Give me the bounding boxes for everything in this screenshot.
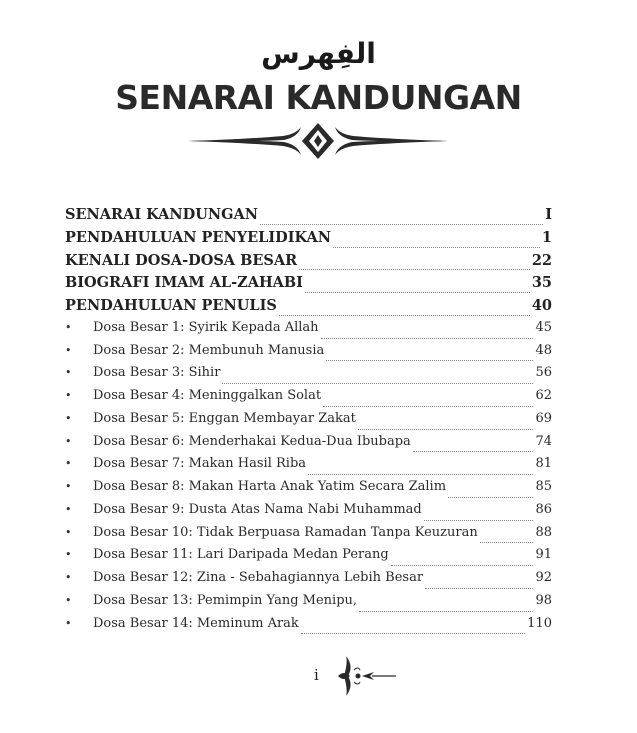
leader-dots [333, 246, 540, 248]
toc-sub-entry [65, 547, 552, 570]
toc-entry-title: PENDAHULUAN PENYELIDIKAN [65, 228, 331, 246]
leader-dots [321, 337, 534, 339]
leader-dots [279, 314, 530, 316]
leader-dots [305, 291, 530, 293]
bullet: • [65, 548, 72, 562]
arabic-title: الفِهرس [261, 37, 376, 70]
toc-entry-title: Dosa Besar 7: Makan Hasil Riba [93, 456, 307, 472]
toc-entry-page: 35 [531, 274, 552, 292]
toc-entry-title: Dosa Besar 5: Enggan Membayar Zakat [93, 410, 356, 426]
toc-entry-page: 69 [535, 410, 552, 426]
toc-entry-title: Dosa Besar 6: Menderhakai Kedua-Dua Ibubapa [93, 433, 411, 449]
toc-sub-entry [65, 570, 552, 593]
toc-entry-page: 86 [535, 501, 552, 517]
toc-entry-title: BIOGRAFI IMAM AL-ZAHABI [65, 274, 303, 292]
leader-dots [358, 428, 534, 430]
toc-entry-title: SENARAI KANDUNGAN [65, 206, 259, 223]
leader-dots [391, 564, 534, 566]
toc-entry-page: 45 [535, 319, 552, 335]
toc-entry-title: Dosa Besar 14: Meminum Arak [93, 615, 299, 631]
toc-main-entry [65, 274, 552, 297]
table-of-contents [65, 206, 552, 638]
leader-dots [308, 473, 533, 475]
bullet: • [65, 320, 72, 334]
toc-sub-entry [65, 343, 552, 366]
ornament-flourish-icon [334, 656, 396, 696]
toc-entry-title: Dosa Besar 4: Meninggalkan Solat [93, 388, 322, 404]
bullet: • [65, 411, 72, 425]
toc-sub-entry [65, 525, 552, 548]
ornament-divider-icon [188, 121, 448, 161]
toc-entry-page: 98 [535, 592, 552, 608]
toc-entry-page: 62 [535, 388, 552, 404]
toc-entry-title: KENALI DOSA-DOSA BESAR [65, 251, 298, 269]
toc-entry-title: Dosa Besar 13: Pemimpin Yang Menipu, [93, 592, 358, 608]
leader-dots [323, 405, 533, 407]
toc-entry-title: PENDAHULUAN PENULIS [65, 297, 277, 315]
page-footer [0, 654, 637, 698]
toc-main-entry [65, 229, 552, 252]
toc-entry-title: Dosa Besar 8: Makan Harta Anak Yatim Secara Zalim [93, 479, 447, 495]
toc-entry-page: 74 [535, 433, 552, 449]
toc-entry-page: 56 [535, 365, 552, 381]
toc-entry-page: 92 [535, 570, 552, 586]
toc-entry-page: 88 [535, 524, 552, 540]
toc-entry-page: 81 [535, 456, 552, 472]
toc-entry-page: 1 [541, 228, 552, 246]
bullet: • [65, 457, 72, 471]
toc-entry-title: Dosa Besar 12: Zina - Sebahagiannya Lebih Besar [93, 570, 424, 586]
toc-main-entry [65, 206, 552, 229]
leader-dots [222, 382, 533, 384]
toc-entry-title: Dosa Besar 10: Tidak Berpuasa Ramadan Tanpa Keuzuran [93, 524, 478, 540]
leader-dots [425, 587, 533, 589]
leader-dots [359, 610, 533, 612]
leader-dots [480, 541, 534, 543]
toc-sub-entry [65, 616, 552, 639]
toc-sub-entry [65, 593, 552, 616]
page-title: SENARAI KANDUNGAN [115, 78, 522, 117]
page-number: i [314, 666, 319, 684]
toc-entry-title: Dosa Besar 11: Lari Daripada Medan Perang [93, 547, 389, 563]
bullet: • [65, 525, 72, 539]
leader-dots [301, 632, 525, 634]
toc-entry-title: Dosa Besar 1: Syirik Kepada Allah [93, 319, 319, 335]
bullet: • [65, 434, 72, 448]
leader-dots [424, 519, 534, 521]
toc-sub-entry [65, 411, 552, 434]
bullet: • [65, 480, 72, 494]
bullet: • [65, 502, 72, 516]
leader-dots [326, 359, 533, 361]
toc-entry-page: 110 [527, 615, 552, 631]
toc-entry-page: 22 [531, 251, 552, 269]
leader-dots [413, 450, 534, 452]
bullet: • [65, 571, 72, 585]
toc-sub-entry [65, 479, 552, 502]
toc-sub-entry [65, 388, 552, 411]
toc-entry-page: 85 [535, 479, 552, 495]
leader-dots [299, 268, 530, 270]
toc-entry-page: 40 [531, 297, 552, 315]
toc-entry-title: Dosa Besar 9: Dusta Atas Nama Nabi Muhammad [93, 501, 422, 517]
toc-sub-entry [65, 434, 552, 457]
bullet: • [65, 593, 72, 607]
toc-main-entry [65, 252, 552, 275]
toc-entry-page: I [545, 206, 552, 223]
toc-entry-page: 91 [535, 547, 552, 563]
toc-entry-title: Dosa Besar 2: Membunuh Manusia [93, 342, 325, 358]
leader-dots [260, 223, 543, 225]
bullet: • [65, 616, 72, 630]
leader-dots [448, 496, 533, 498]
bullet: • [65, 343, 72, 357]
bullet: • [65, 366, 72, 380]
toc-entry-title: Dosa Besar 3: Sihir [93, 365, 221, 381]
toc-sub-entry [65, 365, 552, 388]
toc-sub-entry [65, 456, 552, 479]
toc-sub-entry [65, 320, 552, 343]
toc-main-entry [65, 297, 552, 320]
toc-sub-entry [65, 502, 552, 525]
toc-entry-page: 48 [535, 342, 552, 358]
bullet: • [65, 389, 72, 403]
